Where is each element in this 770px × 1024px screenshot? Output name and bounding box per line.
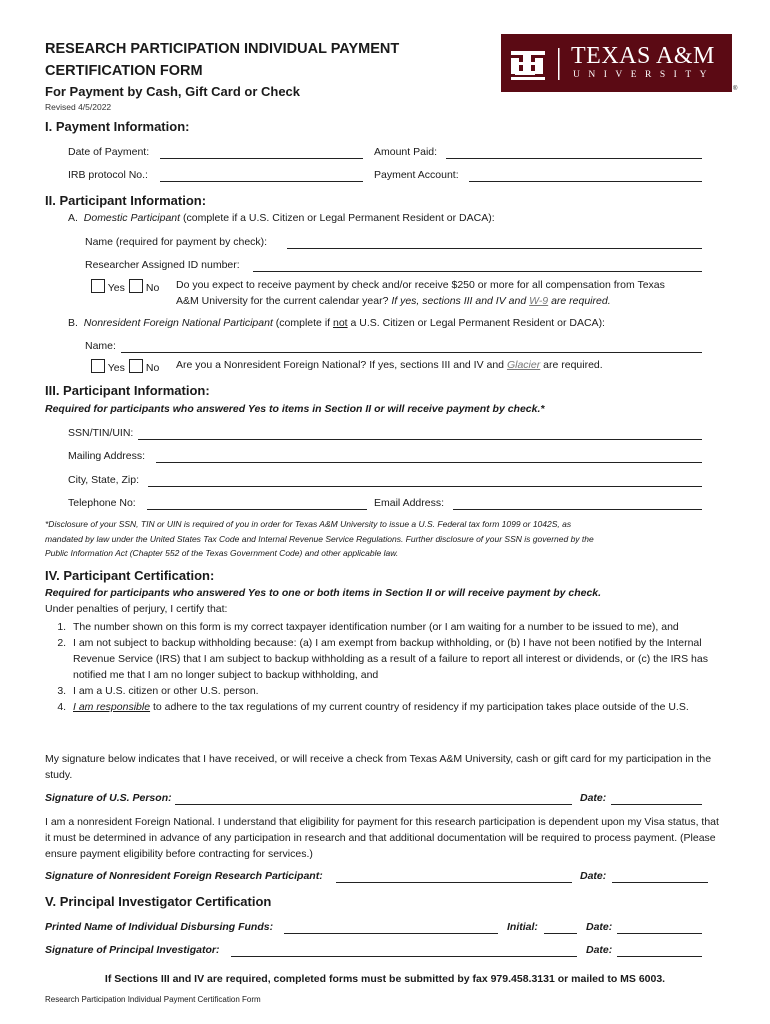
nonresident-name-label: Name: <box>85 340 116 352</box>
disclosure-line1: *Disclosure of your SSN, TIN or UIN is required of you in order for Texas A&M University to issue a U.S. Federal tax form 1099 or 1042S, as <box>45 519 572 529</box>
date-of-payment-field[interactable] <box>160 158 363 159</box>
pi-signature-label: Signature of Principal Investigator: <box>45 944 220 956</box>
nonresident-participant-label <box>68 317 605 329</box>
us-person-date-label: Date: <box>580 792 607 804</box>
payment-account-field[interactable] <box>469 181 702 182</box>
nonresident-statement: I am a nonresident Foreign National. I understand that eligibility for payment for this research participation is dependent upon my Visa status, that it must be determined in advance of any participation in research and that additional documentation will be required to process payment. (Please ensure payment eligibility before contracting for services.) <box>45 816 719 860</box>
item-b-prefix: B. <box>68 317 78 329</box>
mailing-address-label: Mailing Address: <box>68 450 146 462</box>
nonresident-signature-field[interactable] <box>336 882 572 883</box>
section5-heading: V. Principal Investigator Certification <box>45 894 272 909</box>
domestic-participant-label <box>68 212 495 224</box>
nonresident-date-label: Date: <box>580 870 607 882</box>
item4-responsible: I am responsible <box>73 701 151 713</box>
q1-no-option[interactable] <box>129 279 159 294</box>
email-field[interactable] <box>453 509 702 510</box>
logo-university: UNIVERSITY <box>573 70 715 80</box>
ssn-disclosure-note <box>45 517 594 561</box>
disclosure-line3: Public Information Act (Chapter 552 of the Texas Government Code) and other applicable law. <box>45 548 399 558</box>
certification-item-1: 1. The number shown on this form is my correct taxpayer identification number (or I am waiting for a number to be issued to me), and <box>69 619 721 635</box>
glacier-link[interactable]: Glacier <box>506 359 541 371</box>
printed-name-label: Printed Name of Individual Disbursing Funds: <box>45 921 274 933</box>
q2-no-checkbox[interactable] <box>129 359 143 373</box>
ssn-label: SSN/TIN/UIN: <box>68 427 134 439</box>
email-label: Email Address: <box>374 497 445 509</box>
footer-form-name: Research Participation Individual Payment Certification Form <box>45 995 261 1004</box>
q2-no-option[interactable] <box>129 359 159 374</box>
q1-no-checkbox[interactable] <box>129 279 143 293</box>
amount-paid-label: Amount Paid: <box>374 146 438 158</box>
item4-text: to adhere to the tax regulations of my current country of residency if my participation takes place outside of the U.S. <box>152 701 689 713</box>
pi-date1-field[interactable] <box>617 933 702 934</box>
us-person-signature-label: Signature of U.S. Person: <box>45 792 172 804</box>
nonresident-participant-title: Nonresident Foreign National Participant <box>83 317 273 329</box>
printed-name-field[interactable] <box>284 933 498 934</box>
q1-yes-option[interactable] <box>91 279 125 294</box>
researcher-id-field[interactable] <box>253 271 702 272</box>
q2-no-label: No <box>145 362 160 374</box>
disclosure-line2: mandated by law under the United States Tax Code and Internal Revenue Service Regulations. Further disclosure of your SSN is governed by the <box>45 533 594 544</box>
q1-yes-label: Yes <box>107 282 125 294</box>
city-state-zip-field[interactable] <box>148 486 702 487</box>
date-of-payment-label: Date of Payment: <box>68 146 150 158</box>
pi-date1-label: Date: <box>586 921 613 933</box>
q2-question <box>176 359 603 371</box>
initial-field[interactable] <box>544 933 577 934</box>
pi-signature-field[interactable] <box>231 956 577 957</box>
q1-question-line1: Do you expect to receive payment by check and/or receive $250 or more for all compensation from Texas <box>176 279 665 291</box>
certification-item-3: 3. I am a U.S. citizen or other U.S. person. <box>69 683 721 699</box>
q2-question-text: Are you a Nonresident Foreign National? If yes, sections III and IV and <box>176 359 505 371</box>
mailing-address-field[interactable] <box>156 462 702 463</box>
logo-name: TEXAS A&M <box>571 43 715 69</box>
submission-notice: If Sections III and IV are required, completed forms must be submitted by fax 979.458.3131 or mailed to MS 6003. <box>104 973 666 985</box>
nonresident-date-field[interactable] <box>612 882 708 883</box>
ssn-field[interactable] <box>138 439 702 440</box>
nonresident-desc-end: a U.S. Citizen or Legal Permanent Resident or DACA): <box>350 317 605 329</box>
form-title-line1: RESEARCH PARTICIPATION INDIVIDUAL PAYMENT <box>45 41 400 57</box>
w9-link[interactable]: W-9 <box>529 295 549 307</box>
item-a-prefix: A. <box>68 212 78 224</box>
certification-list <box>45 619 721 715</box>
form-subtitle: For Payment by Cash, Gift Card or Check <box>45 84 301 99</box>
initial-label: Initial: <box>507 921 538 933</box>
us-person-date-field[interactable] <box>611 804 702 805</box>
pi-date2-field[interactable] <box>617 956 702 957</box>
trademark-symbol: ® <box>733 86 738 92</box>
signature-statement: My signature below indicates that I have received, or will receive a check from Texas A&M University, cash or gift card for my participation in the study. <box>45 753 712 781</box>
telephone-label: Telephone No: <box>68 497 136 509</box>
nonresident-signature-label: Signature of Nonresident Foreign Research Participant: <box>45 870 323 882</box>
q1-question-line2 <box>176 295 611 307</box>
perjury-statement: Under penalties of perjury, I certify that: <box>45 603 228 615</box>
form-title-line2: CERTIFICATION FORM <box>45 63 203 79</box>
domestic-participant-desc: (complete if a U.S. Citizen or Legal Permanent Resident or DACA): <box>182 212 495 224</box>
q1-line2-start: A&M University for the current calendar year? <box>176 295 389 307</box>
q2-yes-label: Yes <box>107 362 125 374</box>
nonresident-not: not <box>333 317 348 329</box>
city-state-zip-label: City, State, Zip: <box>68 474 139 486</box>
university-logo <box>501 34 732 92</box>
section4-heading: IV. Participant Certification: <box>45 568 215 583</box>
name-required-label: Name (required for payment by check): <box>85 236 268 248</box>
revised-date: Revised 4/5/2022 <box>45 102 112 112</box>
section2-heading: II. Participant Information: <box>45 193 207 208</box>
telephone-field[interactable] <box>147 509 367 510</box>
section3-heading: III. Participant Information: <box>45 383 210 398</box>
pi-date2-label: Date: <box>586 944 613 956</box>
domestic-participant-title: Domestic Participant <box>83 212 181 224</box>
q2-yes-option[interactable] <box>91 359 125 374</box>
irb-protocol-field[interactable] <box>160 181 363 182</box>
q1-no-label: No <box>145 282 160 294</box>
q2-yes-checkbox[interactable] <box>91 359 105 373</box>
section3-subheading: Required for participants who answered Yes to items in Section II or will receive payment by check.* <box>45 403 545 415</box>
nonresident-name-field[interactable] <box>121 352 702 353</box>
q1-line2-end: are required. <box>551 295 611 307</box>
certification-item-2: 2. I am not subject to backup withholding because: (a) I am exempt from backup withholding, or (b) I have not been notified by the Internal Revenue Service (IRS) that I am subject to backup withholding as a result of a failure to report all interest or dividends, or (c) the IRS has notified me that I am no longer subject to backup withholding, and <box>69 635 721 683</box>
amount-paid-field[interactable] <box>446 158 702 159</box>
section1-heading: I. Payment Information: <box>45 119 190 134</box>
name-required-field[interactable] <box>287 248 702 249</box>
q2-question-end: are required. <box>543 359 603 371</box>
form-title <box>45 38 399 82</box>
q1-yes-checkbox[interactable] <box>91 279 105 293</box>
irb-protocol-label: IRB protocol No.: <box>68 169 148 181</box>
section4-subheading: Required for participants who answered Yes to one or both items in Section II or will receive payment by check. <box>45 587 602 599</box>
q1-line2-italic: If yes, sections III and IV and <box>391 295 527 307</box>
us-person-signature-field[interactable] <box>175 804 572 805</box>
researcher-id-label: Researcher Assigned ID number: <box>85 259 240 271</box>
payment-account-label: Payment Account: <box>374 169 459 181</box>
nonresident-desc-start: (complete if <box>275 317 331 329</box>
certification-item-4 <box>69 699 721 715</box>
